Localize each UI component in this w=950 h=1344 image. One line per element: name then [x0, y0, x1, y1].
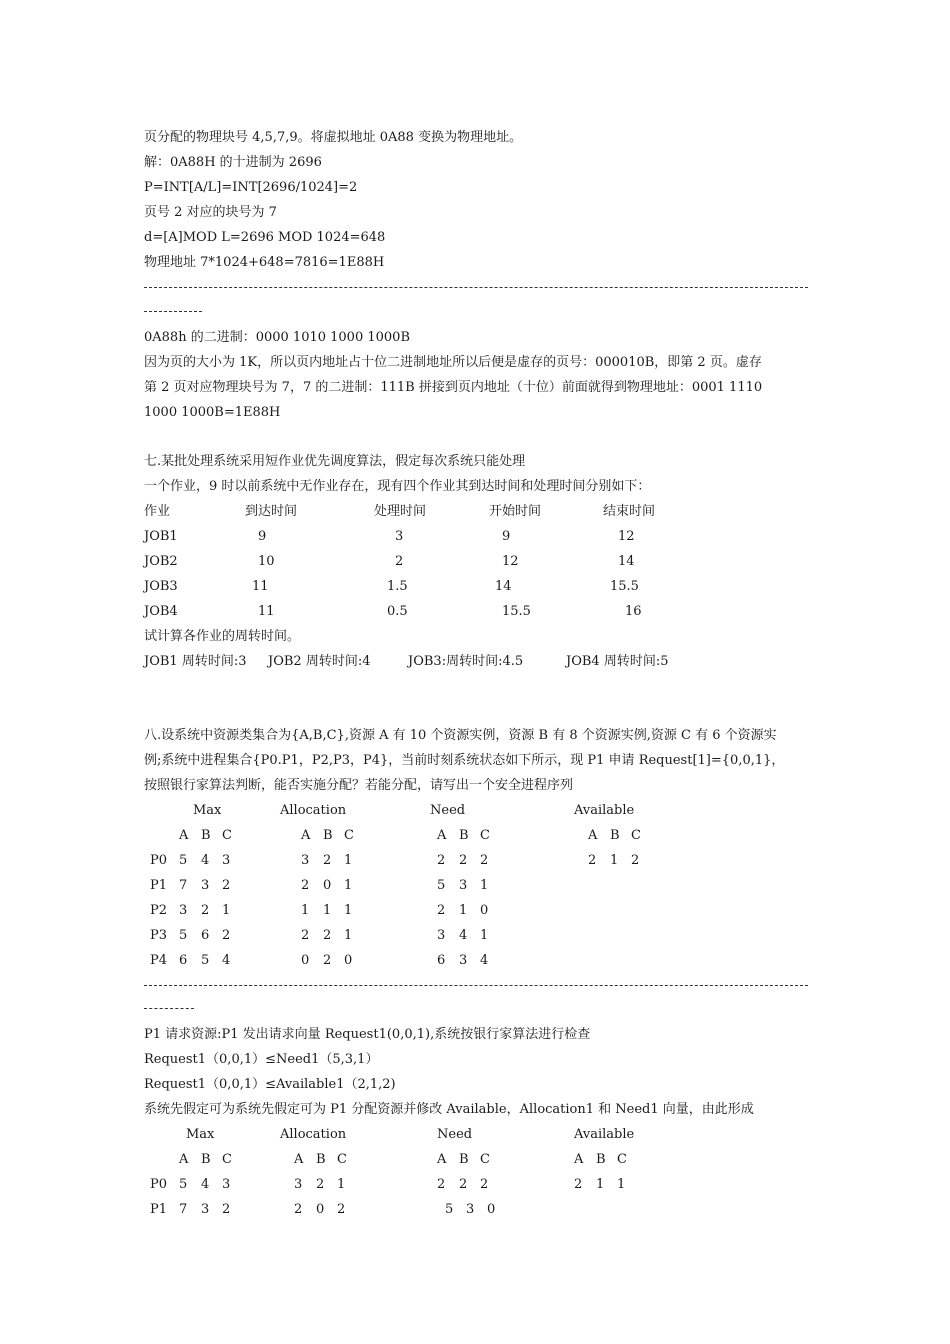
table-cell: 1	[617, 1177, 626, 1192]
text-line: 1000 1000B=1E88H	[144, 405, 281, 420]
table-cell: 3	[294, 1177, 303, 1192]
job-table-cell: 9	[502, 529, 511, 544]
table-cell: 5	[179, 928, 188, 943]
table-cell: 3	[459, 953, 468, 968]
table-cell: 2	[323, 853, 332, 868]
column-header: A	[437, 828, 447, 843]
group-header: Available	[574, 1127, 635, 1142]
job-table-cell: 15.5	[502, 604, 531, 619]
table-cell: 1	[344, 928, 353, 943]
column-header: A	[179, 1152, 189, 1167]
text-line: 页号 2 对应的块号为 7	[144, 205, 277, 220]
table-cell: 2	[337, 1202, 346, 1217]
table-cell: 2	[301, 878, 310, 893]
table-cell: 2	[301, 928, 310, 943]
job-table-cell: 14	[495, 579, 512, 594]
turnaround-answer: JOB2 周转时间:4	[268, 654, 371, 669]
column-header: A	[574, 1152, 584, 1167]
table-cell: 2	[480, 853, 489, 868]
table-cell: 5	[179, 1177, 188, 1192]
text-line: P=INT[A/L]=INT[2696/1024]=2	[144, 180, 358, 195]
table-cell: 1	[610, 853, 619, 868]
job-table-header: 结束时间	[603, 504, 656, 519]
dashed-divider-tail	[144, 1008, 194, 1009]
question-8-line: 按照银行家算法判断，能否实施分配？若能分配，请写出一个安全进程序列	[144, 778, 574, 793]
column-header: C	[337, 1152, 347, 1167]
table-cell: 4	[459, 928, 468, 943]
group-header: Allocation	[280, 803, 347, 818]
process-label: P1	[150, 878, 168, 893]
table-cell: 1	[323, 903, 332, 918]
job-table-cell: JOB1	[144, 529, 178, 544]
job-table-cell: 1.5	[387, 579, 408, 594]
table-cell: 1	[222, 903, 231, 918]
table-cell: 2	[294, 1202, 303, 1217]
table-cell: 1	[596, 1177, 605, 1192]
group-header: Max	[193, 803, 222, 818]
job-table-cell: 0.5	[387, 604, 408, 619]
job-table-cell: JOB3	[144, 579, 178, 594]
column-header: C	[631, 828, 641, 843]
column-header: C	[480, 828, 490, 843]
table-cell: 2	[574, 1177, 583, 1192]
request-line: Request1（0,0,1）≤Available1（2,1,2)	[144, 1077, 396, 1092]
table-cell: 1	[344, 853, 353, 868]
table-cell: 1	[480, 928, 489, 943]
job-table-cell: 16	[625, 604, 642, 619]
job-table-cell: 11	[252, 579, 269, 594]
table-cell: 6	[201, 928, 210, 943]
job-table-cell: 9	[258, 529, 267, 544]
column-header: B	[316, 1152, 326, 1167]
table-cell: 3	[201, 878, 210, 893]
job-table-header: 作业	[144, 504, 171, 519]
request-line: P1 请求资源:P1 发出请求向量 Request1(0,0,1),系统按银行家算法进行检查	[144, 1027, 591, 1042]
table-cell: 1	[459, 903, 468, 918]
job-table-header: 开始时间	[489, 504, 542, 519]
question-8-line: 八.设系统中资源类集合为{A,B,C},资源 A 有 10 个资源实例，资源 B 有 8 个资源实例,资源 C 有 6 个资源实	[144, 728, 777, 743]
question-7-title: 七.某批处理系统采用短作业优先调度算法，假定每次系统只能处理	[144, 454, 526, 469]
column-header: A	[294, 1152, 304, 1167]
text-line: 页分配的物理块号 4,5,7,9。将虚拟地址 0A88 变换为物理地址。	[144, 130, 523, 145]
group-header: Available	[574, 803, 635, 818]
column-header: A	[179, 828, 189, 843]
question-7-desc: 一个作业，9 时以前系统中无作业存在，现有四个作业其到达时间和处理时间分别如下：	[144, 479, 651, 494]
table-cell: 3	[301, 853, 310, 868]
turnaround-answer: JOB3:周转时间:4.5	[408, 654, 524, 669]
column-header: A	[588, 828, 598, 843]
table-cell: 2	[459, 1177, 468, 1192]
job-table-cell: 3	[395, 529, 404, 544]
table-cell: 1	[337, 1177, 346, 1192]
text-line: 0A88h 的二进制：0000 1010 1000 1000B	[144, 330, 410, 345]
table-cell: 5	[201, 953, 210, 968]
text-line: 物理地址 7*1024+648=7816=1E88H	[144, 255, 385, 270]
table-cell: 1	[301, 903, 310, 918]
process-label: P3	[150, 928, 168, 943]
table-cell: 3	[459, 878, 468, 893]
column-header: B	[201, 1152, 211, 1167]
table-cell: 0	[344, 953, 353, 968]
job-table-cell: 12	[502, 554, 519, 569]
table-cell: 3	[437, 928, 446, 943]
table-cell: 4	[201, 853, 210, 868]
table-cell: 7	[179, 1202, 188, 1217]
table-cell: 0	[301, 953, 310, 968]
column-header: B	[201, 828, 211, 843]
group-header: Need	[430, 803, 466, 818]
column-header: B	[459, 1152, 469, 1167]
job-table-cell: 15.5	[610, 579, 639, 594]
table-cell: 3	[466, 1202, 475, 1217]
text-line: 第 2 页对应物理块号为 7，7 的二进制：111B 拼接到页内地址（十位）前面就得到物理地址：0001 1110	[144, 380, 763, 395]
table-cell: 3	[222, 1177, 231, 1192]
table-cell: 0	[316, 1202, 325, 1217]
text-line: 因为页的大小为 1K，所以页内地址占十位二进制地址所以后便是虚存的页号：000010B，即第 2 页。虚存	[144, 355, 762, 370]
table-cell: 3	[179, 903, 188, 918]
column-header: B	[596, 1152, 606, 1167]
job-table-cell: 14	[618, 554, 635, 569]
table-cell: 2	[437, 1177, 446, 1192]
table-cell: 2	[480, 1177, 489, 1192]
job-table-header: 到达时间	[245, 504, 298, 519]
table-cell: 2	[323, 953, 332, 968]
table-cell: 5	[179, 853, 188, 868]
table-cell: 1	[480, 878, 489, 893]
table-cell: 2	[459, 853, 468, 868]
table-cell: 2	[222, 1202, 231, 1217]
table-cell: 2	[222, 878, 231, 893]
table-cell: 1	[344, 903, 353, 918]
dashed-divider	[144, 287, 808, 288]
table-cell: 2	[631, 853, 640, 868]
dashed-divider-tail	[144, 311, 202, 312]
job-table-cell: 11	[258, 604, 275, 619]
process-label: P2	[150, 903, 168, 918]
column-header: C	[222, 1152, 232, 1167]
turnaround-answer: JOB4 周转时间:5	[566, 654, 669, 669]
job-table-header: 处理时间	[374, 504, 427, 519]
process-label: P4	[150, 953, 168, 968]
table-cell: 2	[437, 853, 446, 868]
table-cell: 0	[487, 1202, 496, 1217]
column-header: C	[344, 828, 354, 843]
process-label: P0	[150, 853, 168, 868]
job-table-cell: JOB4	[144, 604, 178, 619]
table-cell: 3	[201, 1202, 210, 1217]
text-line: d=[A]MOD L=2696 MOD 1024=648	[144, 230, 386, 245]
job-table-cell: 12	[618, 529, 635, 544]
table-cell: 2	[222, 928, 231, 943]
table-cell: 4	[480, 953, 489, 968]
table-cell: 6	[179, 953, 188, 968]
table-cell: 2	[316, 1177, 325, 1192]
column-header: C	[617, 1152, 627, 1167]
column-header: A	[301, 828, 311, 843]
table-cell: 0	[480, 903, 489, 918]
table-cell: 6	[437, 953, 446, 968]
group-header: Allocation	[280, 1127, 347, 1142]
table-cell: 4	[222, 953, 231, 968]
job-table-cell: JOB2	[144, 554, 178, 569]
column-header: C	[480, 1152, 490, 1167]
table-cell: 4	[201, 1177, 210, 1192]
job-table-cell: 10	[258, 554, 275, 569]
dashed-divider	[144, 985, 808, 986]
question-8-line: 例;系统中进程集合{P0.P1，P2,P3，P4}，当前时刻系统状态如下所示，现 P1 申请 Request[1]={0,0,1}，	[144, 753, 785, 768]
table-cell: 2	[588, 853, 597, 868]
table-cell: 5	[445, 1202, 454, 1217]
column-header: B	[323, 828, 333, 843]
table-cell: 5	[437, 878, 446, 893]
column-header: C	[222, 828, 232, 843]
request-line: 系统先假定可为系统先假定可为 P1 分配资源并修改 Available，Allocation1 和 Need1 向量，由此形成	[144, 1102, 754, 1117]
process-label: P1	[150, 1202, 168, 1217]
column-header: A	[437, 1152, 447, 1167]
table-cell: 2	[201, 903, 210, 918]
table-cell: 2	[437, 903, 446, 918]
group-header: Need	[437, 1127, 473, 1142]
question-7-ask: 试计算各作业的周转时间。	[144, 629, 301, 644]
table-cell: 3	[222, 853, 231, 868]
turnaround-answer: JOB1 周转时间:3	[144, 654, 247, 669]
table-cell: 0	[323, 878, 332, 893]
group-header: Max	[186, 1127, 215, 1142]
table-cell: 1	[344, 878, 353, 893]
column-header: B	[610, 828, 620, 843]
table-cell: 7	[179, 878, 188, 893]
process-label: P0	[150, 1177, 168, 1192]
table-cell: 2	[323, 928, 332, 943]
job-table-cell: 2	[395, 554, 404, 569]
text-line: 解：0A88H 的十进制为 2696	[144, 155, 322, 170]
column-header: B	[459, 828, 469, 843]
request-line: Request1（0,0,1）≤Need1（5,3,1）	[144, 1052, 379, 1067]
